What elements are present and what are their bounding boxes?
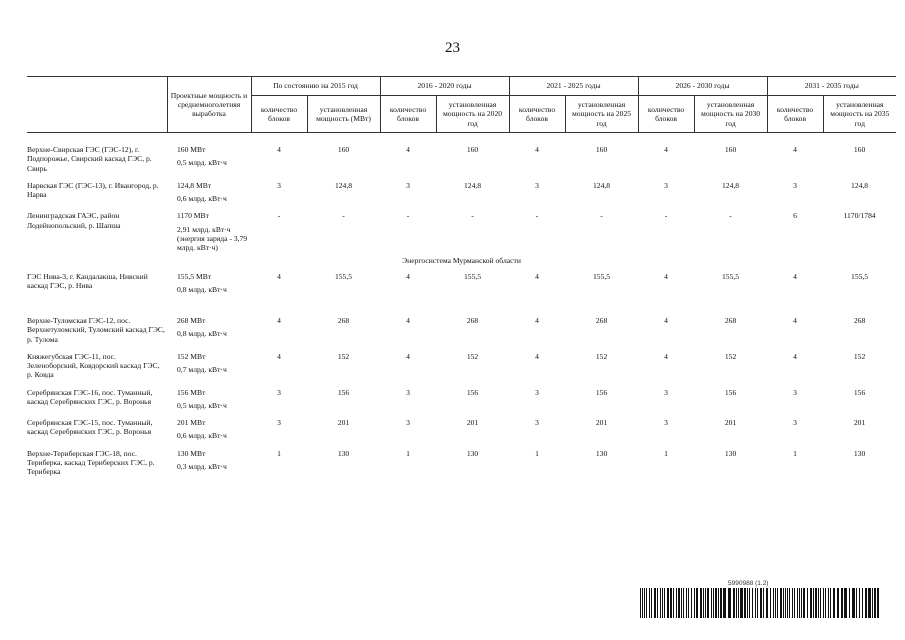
plant-project — [167, 173, 251, 204]
plant-row — [27, 294, 896, 344]
capacity-cell: 124,8 — [592, 180, 611, 190]
barcode-bar — [815, 588, 817, 618]
block-count-cell: 4 — [535, 351, 539, 361]
barcode-bar — [773, 588, 774, 618]
barcode-bar — [830, 588, 831, 618]
capacity-cell: 152 — [724, 351, 737, 361]
capacity-cell: 155,5 — [334, 271, 353, 281]
barcode-bar — [820, 588, 821, 618]
barcode-bar — [670, 588, 672, 618]
block-count-cell: 3 — [664, 180, 668, 190]
region-row — [27, 252, 896, 271]
block-count-cell: 3 — [535, 418, 539, 427]
plant-name: Серебрянская ГЭС-16, пос. Туманный, каскад Серебрянских ГЭС, р. Воронья — [27, 387, 153, 406]
capacity-cell: 124,8 — [722, 180, 740, 190]
barcode-bar — [694, 588, 695, 618]
barcode-bar — [691, 588, 692, 618]
block-count-cell: 4 — [664, 351, 668, 361]
barcode-bar — [825, 588, 826, 618]
barcode-code: 5990988 (1.2) — [728, 580, 769, 587]
block-count-cell: 4 — [277, 145, 281, 154]
barcode-bar — [686, 588, 687, 618]
block-count-cell: 4 — [277, 351, 281, 361]
barcode-bar — [874, 588, 876, 618]
barcode-bar — [664, 588, 665, 618]
capacity-cell: 268 — [337, 316, 350, 325]
plant-project — [167, 294, 251, 344]
barcode-bar — [780, 588, 782, 618]
plant-name: Княжегубская ГЭС-11, пос. Зеленоборский, Ковдорский каскад ГЭС, р. Ковда — [27, 351, 160, 380]
barcode-image — [640, 588, 880, 618]
header-period: По состоянию на 2015 год — [251, 77, 380, 96]
barcode-bar — [775, 588, 776, 618]
barcode-bar — [844, 588, 847, 618]
barcode-bar — [657, 588, 658, 618]
plant-output: 0,6 млрд. кВт·ч — [177, 194, 227, 203]
block-count-cell: 3 — [406, 180, 410, 190]
region-title: Энергосистема Мурманской области — [402, 256, 521, 266]
barcode-bar — [792, 588, 793, 618]
barcode-bar — [688, 588, 689, 618]
capacity-cell: 130 — [595, 448, 608, 458]
block-count-cell: 4 — [793, 271, 797, 281]
capacity-cell: 160 — [337, 145, 350, 154]
capacity-cell: 268 — [466, 316, 479, 325]
barcode-bar — [797, 588, 798, 618]
barcode-bar — [760, 588, 762, 618]
plant-capacity: 124,8 МВт — [177, 180, 212, 190]
capacity-cell: 160 — [853, 145, 866, 154]
header-capacity: установленная мощность на 2025 год — [565, 96, 638, 133]
block-count-cell: 1 — [277, 448, 281, 458]
barcode-bar — [862, 588, 863, 618]
barcode-bar — [852, 588, 855, 618]
plant-name: Верхне-Туломская ГЭС-12, пос. Верхнетуломский, Туломский каскад ГЭС, р. Тулома — [27, 316, 165, 344]
barcode-bar — [828, 588, 829, 618]
plant-row — [27, 203, 896, 252]
plant-output: 0,6 млрд. кВт·ч — [177, 431, 227, 441]
plant-output: 0,3 млрд. кВт·ч — [177, 461, 227, 471]
barcode-bar — [837, 588, 839, 618]
block-count-cell: 3 — [664, 418, 668, 427]
barcode-bar — [763, 588, 764, 618]
capacity-cell: 201 — [724, 418, 737, 427]
header-count: количество блоков — [767, 96, 823, 133]
barcode-bar — [803, 588, 805, 618]
plant-project — [167, 133, 251, 173]
capacity-cell: 130 — [724, 448, 737, 458]
block-count-cell: 1 — [535, 448, 539, 458]
barcode-bar — [660, 588, 661, 618]
capacity-cell: 160 — [724, 145, 737, 154]
barcode-bar — [667, 588, 669, 618]
plant-capacity: 201 МВт — [177, 418, 206, 427]
block-count-cell: 4 — [793, 145, 797, 154]
header-capacity: установленная мощность на 2030 год — [694, 96, 767, 133]
plant-output: 2,91 млрд. кВт·ч (энергия заряда - 3,79 млрд. кВт·ч) — [177, 224, 248, 252]
header-period: 2016 - 2020 годы — [380, 77, 509, 96]
barcode-bar — [740, 588, 743, 618]
barcode-bar — [823, 588, 824, 618]
capacity-cell: 152 — [853, 351, 866, 361]
barcode-bar — [711, 588, 712, 618]
barcode-bar — [810, 588, 812, 618]
block-count-cell: 4 — [406, 351, 410, 361]
barcode-bar — [859, 588, 860, 618]
block-count-cell: - — [406, 211, 410, 221]
plant-project — [167, 441, 251, 477]
header-count: количество блоков — [509, 96, 565, 133]
block-count-cell: 3 — [793, 180, 797, 190]
plant-project — [167, 272, 251, 295]
block-count-cell: 1 — [406, 448, 410, 458]
block-count-cell: 3 — [277, 418, 281, 427]
barcode-bar — [718, 588, 719, 618]
barcode-bar — [644, 588, 645, 618]
capacity-cell: 155,5 — [463, 271, 482, 281]
capacity-cell: - — [342, 211, 345, 221]
block-count-cell: 3 — [535, 387, 539, 397]
plant-output: 0,7 млрд. кВт·ч — [177, 365, 227, 374]
plant-row — [27, 344, 896, 380]
barcode-bar — [752, 588, 753, 618]
barcode-bar — [705, 588, 706, 618]
header-period: 2021 - 2025 годы — [509, 77, 638, 96]
header-plant — [27, 77, 167, 133]
capacity-cell: 156 — [853, 387, 866, 397]
barcode-bar — [703, 588, 704, 618]
block-count-cell: 3 — [664, 387, 668, 397]
header-capacity: установленная мощность на 2020 год — [436, 96, 509, 133]
barcode-bar — [789, 588, 790, 618]
barcode-bar — [849, 588, 850, 618]
barcode-bar — [777, 588, 778, 618]
block-count-cell: 3 — [793, 387, 797, 397]
plant-name: Ленинградская ГАЭС, район Лодейнопольский, р. Шапша — [27, 211, 121, 230]
barcode-bar — [868, 588, 871, 618]
capacity-cell: - — [600, 211, 603, 221]
plant-name: Верхне-Свирская ГЭС (ГЭС-12), г. Подпорожье, Свирский каскад ГЭС, р. Свирь — [27, 145, 152, 173]
plant-capacity: 1170 МВт — [177, 211, 209, 221]
block-count-cell: 4 — [277, 316, 281, 325]
plant-name: Нарвская ГЭС (ГЭС-13), г. Ивангород, р. Нарва — [27, 180, 159, 199]
plant-row — [27, 380, 896, 411]
barcode-bar — [651, 588, 652, 618]
header-period: 2031 - 2035 годы — [767, 77, 896, 96]
barcode-bar — [865, 588, 867, 618]
page-number: 23 — [445, 40, 460, 56]
header-capacity: установленная мощность на 2035 год — [823, 96, 896, 133]
plant-name: ГЭС Нива-3, г. Кандалакша, Нивский каскад ГЭС, р. Нива — [27, 271, 148, 290]
capacity-cell: 152 — [466, 351, 479, 361]
barcode-bar — [749, 588, 750, 618]
plant-output: 0,8 млрд. кВт·ч — [177, 329, 227, 339]
capacity-cell: 268 — [853, 316, 866, 325]
capacity-cell: 1170/1784 — [843, 211, 876, 221]
block-count-cell: 4 — [406, 316, 410, 325]
plant-project — [167, 380, 251, 411]
block-count-cell: - — [664, 211, 668, 221]
barcode-bar — [877, 588, 879, 618]
block-count-cell: 3 — [277, 387, 281, 397]
barcode-bar — [676, 588, 677, 618]
capacity-cell: 124,8 — [463, 180, 482, 190]
capacity-cell: 152 — [337, 351, 350, 361]
capacity-cell: 201 — [853, 418, 866, 427]
capacity-cell: 156 — [595, 387, 608, 397]
barcode-bar — [640, 588, 641, 618]
plant-row — [27, 173, 896, 204]
barcode-area — [640, 580, 880, 620]
block-count-cell: 4 — [535, 316, 539, 325]
barcode-bar — [813, 588, 814, 618]
barcode-bar — [728, 588, 731, 618]
plant-capacity: 152 МВт — [177, 351, 206, 361]
capacity-cell: 155,5 — [851, 271, 869, 281]
plant-output: 0,5 млрд. кВт·ч — [177, 158, 227, 168]
block-count-cell: 3 — [406, 418, 410, 427]
barcode-bar — [733, 588, 735, 618]
plant-project — [167, 344, 251, 380]
barcode-bar — [744, 588, 746, 618]
barcode-bar — [766, 588, 768, 618]
block-count-cell: 4 — [406, 271, 410, 281]
plant-capacity: 155,5 МВт — [177, 271, 212, 281]
capacity-cell: - — [729, 211, 732, 221]
barcode-bar — [696, 588, 698, 618]
header-count: количество блоков — [251, 96, 307, 133]
capacity-cell: 160 — [595, 145, 608, 154]
barcode-bar — [757, 588, 758, 618]
block-count-cell: 3 — [277, 180, 281, 190]
barcode-bar — [681, 588, 682, 618]
block-count-cell: 3 — [535, 180, 539, 190]
header-period: 2026 - 2030 годы — [638, 77, 767, 96]
barcode-bar — [787, 588, 788, 618]
barcode-bar — [736, 588, 737, 618]
block-count-cell: 4 — [793, 351, 797, 361]
block-count-cell: 4 — [664, 271, 668, 281]
barcode-bar — [770, 588, 771, 618]
block-count-cell: 4 — [277, 271, 281, 281]
plant-row — [27, 133, 896, 173]
barcode-bar — [642, 588, 643, 618]
capacity-cell: 268 — [724, 316, 737, 325]
plant-capacity: 268 МВт — [177, 316, 206, 325]
block-count-cell: 4 — [664, 145, 668, 154]
block-count-cell: - — [277, 211, 281, 221]
barcode-bar — [673, 588, 674, 618]
block-count-cell: - — [535, 211, 539, 221]
plant-row — [27, 272, 896, 295]
barcode-bar — [794, 588, 795, 618]
block-count-cell: 1 — [664, 448, 668, 458]
block-count-cell: 4 — [664, 316, 668, 325]
block-count-cell: 3 — [406, 387, 410, 397]
block-count-cell: 4 — [793, 316, 797, 325]
barcode-bar — [707, 588, 709, 618]
barcode-bar — [807, 588, 808, 618]
barcode-bar — [649, 588, 650, 618]
barcode-bar — [783, 588, 784, 618]
block-count-cell: 4 — [535, 145, 539, 154]
capacity-cell: 124,8 — [851, 180, 869, 190]
plant-row — [27, 410, 896, 441]
block-count-cell: 1 — [793, 448, 797, 458]
header-count: количество блоков — [638, 96, 694, 133]
block-count-cell: 4 — [535, 271, 539, 281]
barcode-bar — [818, 588, 819, 618]
capacity-cell: 156 — [466, 387, 479, 397]
block-count-cell: 6 — [793, 211, 797, 221]
plant-output: 0,5 млрд. кВт·ч — [177, 400, 227, 410]
hydro-plants-table — [27, 76, 896, 476]
plant-capacity: 130 МВт — [177, 448, 206, 458]
header-project: Проектные мощность и среднемноголетняя выработка — [167, 77, 251, 133]
plant-project — [167, 410, 251, 441]
capacity-cell: 268 — [595, 316, 608, 325]
barcode-bar — [785, 588, 786, 618]
barcode-bar — [799, 588, 800, 618]
capacity-cell: 201 — [595, 418, 608, 427]
barcode-bar — [683, 588, 684, 618]
barcode-bar — [833, 588, 835, 618]
barcode-bar — [715, 588, 717, 618]
capacity-cell: 156 — [724, 387, 737, 397]
barcode-bar — [747, 588, 748, 618]
barcode-bar — [738, 588, 739, 618]
barcode-bar — [700, 588, 702, 618]
capacity-cell: - — [471, 211, 474, 221]
capacity-cell: 130 — [466, 448, 479, 458]
barcode-bar — [662, 588, 663, 618]
barcode-bar — [801, 588, 802, 618]
plant-capacity: 156 МВт — [177, 387, 206, 397]
plant-project — [167, 203, 251, 252]
capacity-cell: 130 — [337, 448, 350, 458]
header-count: количество блоков — [380, 96, 436, 133]
plant-row — [27, 441, 896, 477]
barcode-bar — [723, 588, 726, 618]
barcode-bar — [720, 588, 722, 618]
header-capacity: установленная мощность (МВт) — [307, 96, 380, 133]
capacity-cell: 152 — [595, 351, 608, 361]
capacity-cell: 201 — [466, 418, 479, 427]
plant-capacity: 160 МВт — [177, 145, 206, 154]
block-count-cell: 3 — [793, 418, 797, 427]
barcode-bar — [654, 588, 656, 618]
plant-name: Серебрянская ГЭС-15, пос. Туманный, каскад Серебрянских ГЭС, р. Воронья — [27, 418, 153, 437]
plant-output: 0,8 млрд. кВт·ч — [177, 284, 227, 294]
capacity-cell: 124,8 — [334, 180, 353, 190]
capacity-cell: 155,5 — [592, 271, 611, 281]
barcode-bar — [678, 588, 680, 618]
plant-name: Верхне-Териберская ГЭС-18, пос. Териберка, каскад Териберских ГЭС, р. Териберка — [27, 448, 155, 476]
block-count-cell: 4 — [406, 145, 410, 154]
barcode-bar — [856, 588, 857, 618]
barcode-bar — [872, 588, 873, 618]
barcode-bar — [755, 588, 756, 618]
barcode-bar — [713, 588, 714, 618]
capacity-cell: 156 — [337, 387, 350, 397]
capacity-cell: 201 — [337, 418, 350, 427]
capacity-cell: 155,5 — [722, 271, 740, 281]
barcode-bar — [646, 588, 647, 618]
barcode-bar — [841, 588, 843, 618]
capacity-cell: 130 — [853, 448, 866, 458]
capacity-cell: 160 — [466, 145, 479, 154]
